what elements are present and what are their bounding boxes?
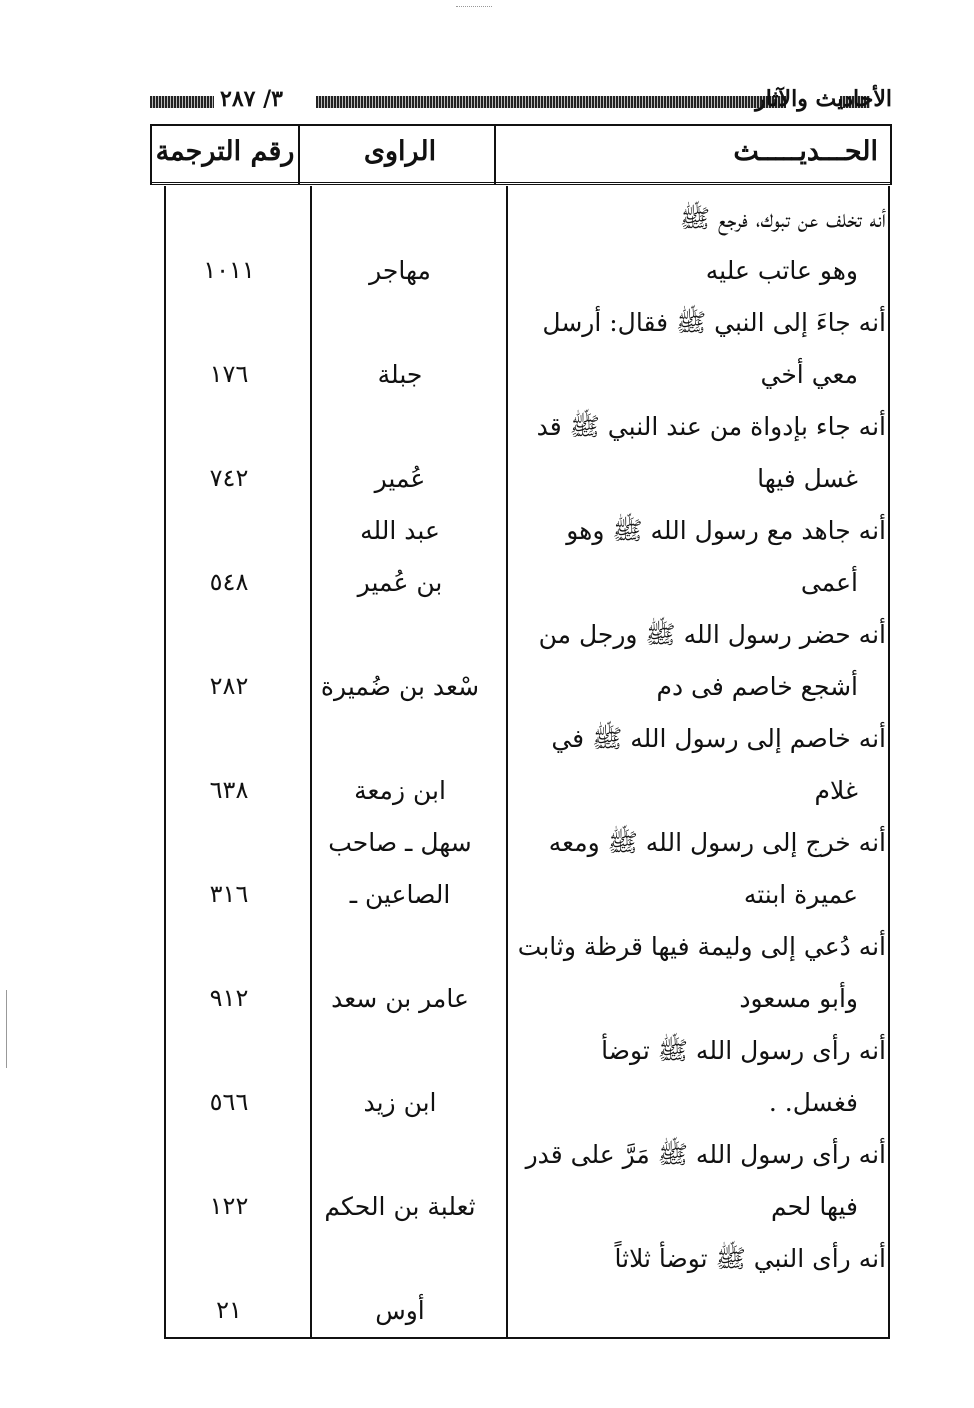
narrator-name: أوس: [375, 1296, 425, 1325]
narrator-name: سهل ـ صاحب: [328, 828, 472, 857]
translation-number: ١٠١١: [203, 256, 255, 284]
hadith-text-continued: أعمى: [800, 568, 858, 597]
header-ornament-middle: [316, 96, 786, 108]
hadith-text: أنه دُعي إلى وليمة فيها قرظة وثابت: [517, 932, 886, 961]
translation-number: ٩١٢: [209, 984, 249, 1012]
translation-number: ١٧٦: [209, 360, 249, 388]
hadith-text-continued: عميرة ابنته: [743, 880, 858, 909]
hadith-text: أنه جاهد مع رسول الله ﷺ وهو: [566, 516, 886, 545]
narrator-name: بن عُمير: [357, 568, 443, 597]
hadith-text: أنه رأى رسول الله ﷺ مَرَّ على قدر: [525, 1140, 886, 1169]
hadith-text: أنه خرج إلى رسول الله ﷺ ومعه: [548, 828, 886, 857]
narrator-name: ثعلبة بن الحكم: [324, 1192, 476, 1221]
narrator-name: مهاجر: [369, 256, 431, 285]
translation-number: ٥٦٦: [209, 1088, 249, 1116]
header-ornament-left: [150, 96, 214, 108]
translation-number: ٧٤٢: [209, 464, 249, 492]
narrator-name: عُمير: [374, 464, 426, 493]
hadith-text: أنه جاء بإدواة من عند النبي ﷺ قد: [536, 412, 886, 441]
narrator-name: الصاعين ـ: [349, 880, 451, 909]
hadith-text: أنه حضر رسول الله ﷺ ورجل من: [538, 620, 886, 649]
translation-number: ٢٨٢: [209, 672, 249, 700]
column-header-narrator: الراوى: [363, 136, 437, 167]
column-divider: [506, 186, 508, 1339]
table-top-border: [150, 124, 892, 126]
narrator-name: ابن زيد: [363, 1088, 437, 1117]
column-header-hadith: الحـــديـــــث: [733, 136, 878, 167]
narrator-name: عامر بن سعد: [331, 984, 469, 1013]
hadith-text: أنه تخلف عن تبوك، فرجع ﷺ: [679, 204, 886, 233]
scan-mark: [456, 0, 492, 7]
translation-number: ٦٣٨: [209, 776, 249, 804]
running-title: الأحاديث والآثار: [755, 86, 892, 112]
hadith-text-continued: وأبو مسعود: [739, 984, 858, 1013]
hadith-text-continued: وهو عاتب عليه: [705, 256, 858, 285]
hadith-text-continued: غلام: [814, 776, 858, 805]
translation-number: ٣١٦: [209, 880, 249, 908]
hadith-text: أنه جاءَ إلى النبي ﷺ فقال: أرسل: [542, 308, 886, 337]
page-header: [150, 86, 892, 120]
narrator-name: جبلة: [377, 360, 423, 389]
translation-number: ١٢٢: [209, 1192, 249, 1220]
hadith-text: أنه خاصم إلى رسول الله ﷺ في: [551, 724, 886, 753]
header-separator: [150, 182, 892, 185]
hadith-text: أنه رأى النبي ﷺ توضأ ثلاثاً: [614, 1244, 886, 1273]
hadith-text-continued: فغسل. .: [768, 1088, 858, 1117]
translation-number: ٥٤٨: [209, 568, 249, 596]
hadith-text: أنه رأى رسول الله ﷺ توضأ: [601, 1036, 886, 1065]
narrator-name: عبد الله: [360, 516, 440, 545]
page-number: ٣/ ٢٨٧: [220, 86, 283, 112]
margin-mark: [6, 990, 7, 1068]
hadith-text-continued: أشجع خاصم فى دم: [656, 672, 858, 701]
translation-number: ٢١: [216, 1296, 242, 1324]
hadith-text-continued: فيها لحم: [771, 1192, 858, 1221]
column-divider: [298, 124, 300, 184]
narrator-name: ابن زمعة: [354, 776, 446, 805]
hadith-text-continued: معي أخي: [760, 360, 858, 389]
column-divider: [310, 186, 312, 1339]
table-right-border: [890, 124, 892, 184]
narrator-name: سْعد بن ضُميرة: [320, 672, 480, 701]
hadith-index-table: [150, 124, 892, 1339]
hadith-text-continued: غسل فيها: [757, 464, 858, 493]
column-divider: [494, 124, 496, 184]
column-header-translation-number: رقم الترجمة: [155, 136, 295, 167]
